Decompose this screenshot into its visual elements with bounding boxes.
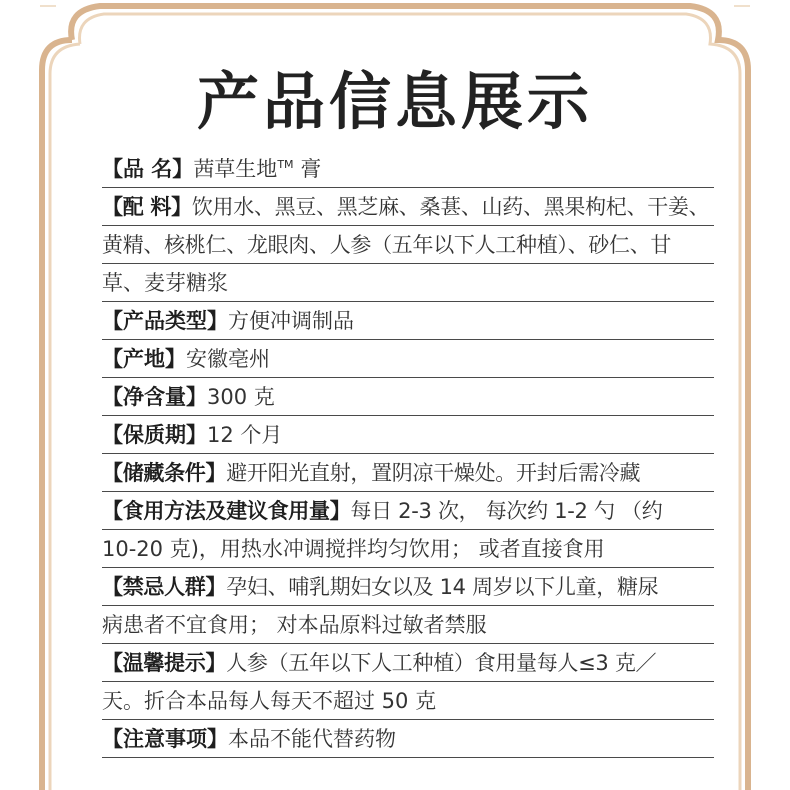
row-usage-cont <box>102 530 714 568</box>
row-value: 饮用水、黑豆、黑芝麻、桑葚、山药、黑果枸杞、干姜、 <box>191 195 710 219</box>
product-info-table <box>102 150 714 758</box>
row-label: 【产品类型】 <box>102 309 228 333</box>
row-label: 【保质期】 <box>102 423 207 447</box>
row-tips-cont <box>102 682 714 720</box>
row-value: 黄精、核桃仁、龙眼肉、人参（五年以下人工种植）、砂仁、甘 <box>102 233 672 257</box>
row-value: 安徽亳州 <box>186 347 270 371</box>
row-usage <box>102 492 714 530</box>
row-value: 本品不能代替药物 <box>228 727 396 751</box>
row-value: 10-20 克)，用热水冲调搅拌均匀饮用； 或者直接食用 <box>102 537 605 561</box>
row-label: 【配 料】 <box>102 195 192 219</box>
row-tips <box>102 644 714 682</box>
row-notes <box>102 720 714 758</box>
row-label: 【品 名】 <box>102 157 194 181</box>
row-contraindications <box>102 568 714 606</box>
row-origin <box>102 340 714 378</box>
row-value: 12 个月 <box>207 423 283 447</box>
row-value-suffix: 膏 <box>293 157 322 181</box>
row-ingredients-cont-1 <box>102 226 714 264</box>
row-value: 避开阳光直射，置阴凉干燥处。开封后需冷藏 <box>226 461 641 485</box>
row-label: 【禁忌人群】 <box>102 575 227 599</box>
row-value: 每日 2-3 次， 每次约 1-2 勺 （约 <box>350 499 663 523</box>
row-shelf-life <box>102 416 714 454</box>
row-value: 草、麦芽糖浆 <box>102 271 228 295</box>
row-label: 【净含量】 <box>102 385 207 409</box>
row-label: 【注意事项】 <box>102 727 228 751</box>
row-value: 方便冲调制品 <box>228 309 354 333</box>
row-net-content <box>102 378 714 416</box>
trademark-mark: TM <box>277 158 294 171</box>
row-value: 茜草生地 <box>193 157 278 181</box>
row-label: 【储藏条件】 <box>102 461 227 485</box>
row-label: 【食用方法及建议食用量】 <box>102 499 351 523</box>
row-value: 人参（五年以下人工种植）食用量每人≤3 克／ <box>226 651 657 675</box>
row-contraindications-cont <box>102 606 714 644</box>
row-label: 【温馨提示】 <box>102 651 227 675</box>
row-value: 病患者不宜食用； 对本品原料过敏者禁服 <box>102 613 487 637</box>
row-value: 孕妇、哺乳期妇女以及 14 周岁以下儿童，糖尿 <box>226 575 659 599</box>
row-label: 【产地】 <box>102 347 186 371</box>
row-ingredients <box>102 188 714 226</box>
row-storage <box>102 454 714 492</box>
row-value: 天。折合本品每人每天不超过 50 克 <box>102 689 437 713</box>
row-product-type <box>102 302 714 340</box>
page-title: 产品信息展示 <box>196 65 593 138</box>
row-ingredients-cont-2 <box>102 264 714 302</box>
row-value: 300 克 <box>207 385 275 409</box>
row-product-name <box>102 150 714 188</box>
